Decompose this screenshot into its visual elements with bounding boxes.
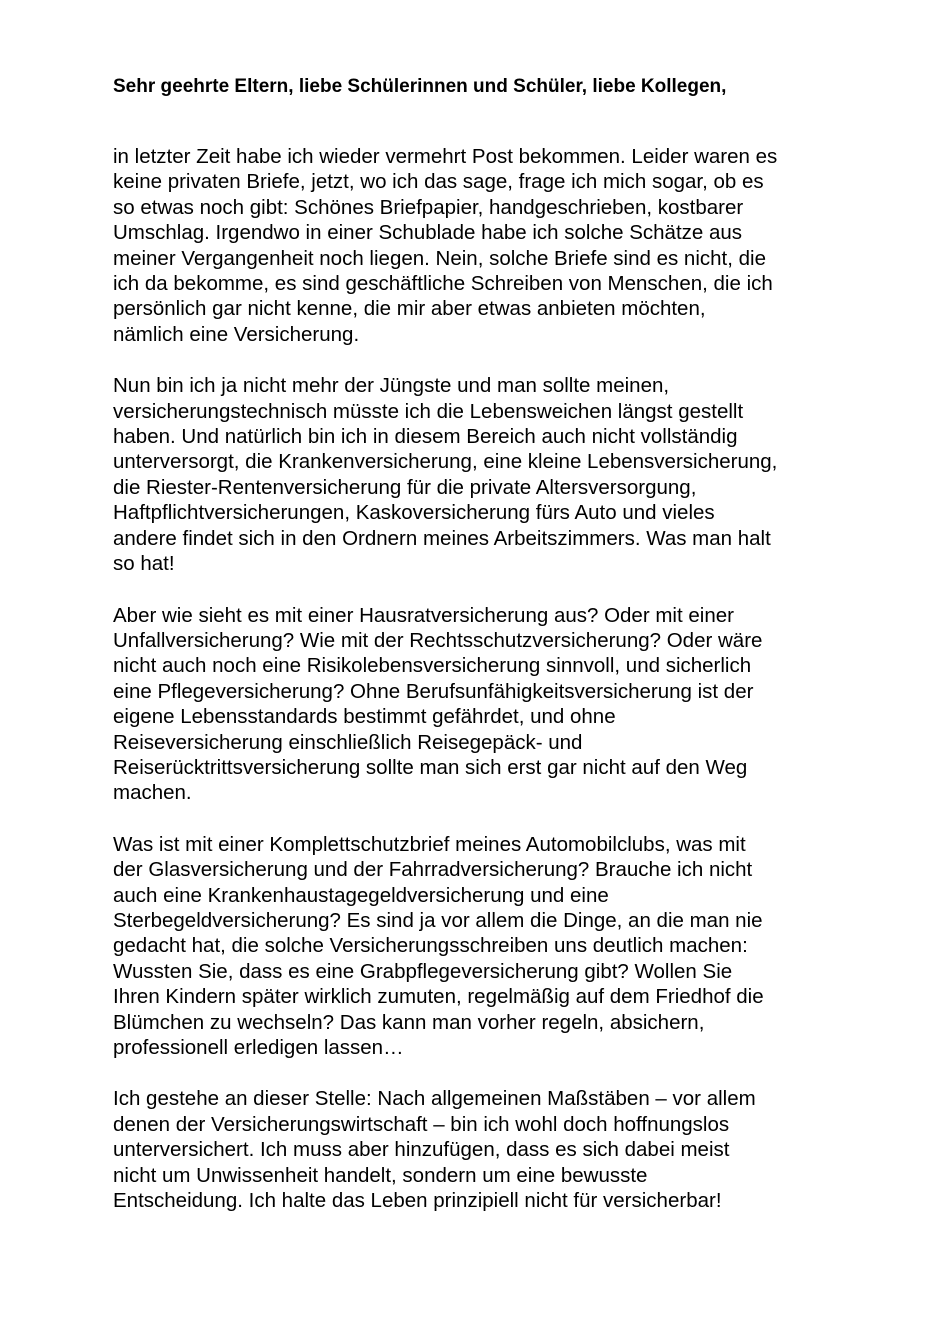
letter-body	[113, 144, 853, 1213]
body-paragraph	[113, 373, 853, 576]
paragraph-line: persönlich gar nicht kenne, die mir aber etwas anbieten möchten,	[113, 297, 706, 321]
paragraph-line: Nun bin ich ja nicht mehr der Jüngste und man sollte meinen,	[113, 374, 670, 398]
paragraph-line: die Riester-Rentenversicherung für die private Altersversorgung,	[113, 475, 697, 499]
paragraph-line: nämlich eine Versicherung.	[113, 322, 360, 346]
paragraph-line: Reiseversicherung einschließlich Reisegepäck- und	[113, 730, 583, 754]
paragraph-line: Umschlag. Irgendwo in einer Schublade habe ich solche Schätze aus	[113, 221, 743, 245]
paragraph-line: haben. Und natürlich bin ich in diesem Bereich auch nicht vollständig	[113, 425, 738, 449]
paragraph-line: Blümchen zu wechseln? Das kann man vorher regeln, absichern,	[113, 1010, 705, 1034]
paragraph-line: denen der Versicherungswirtschaft – bin ich wohl doch hoffnungslos	[113, 1112, 730, 1136]
paragraph-line: in letzter Zeit habe ich wieder vermehrt Post bekommen. Leider waren es	[113, 145, 778, 168]
paragraph-line: keine privaten Briefe, jetzt, wo ich das sage, frage ich mich sogar, ob es	[113, 170, 764, 194]
paragraph-line: unterversorgt, die Krankenversicherung, eine kleine Lebensversicherung,	[113, 450, 778, 474]
paragraph-line: meiner Vergangenheit noch liegen. Nein, solche Briefe sind es nicht, die	[113, 246, 766, 270]
body-paragraph	[113, 603, 853, 806]
body-paragraph	[113, 832, 853, 1061]
paragraph-line: Sterbegeldversicherung? Es sind ja vor allem die Dinge, an die man nie	[113, 908, 763, 932]
paragraph-line: Ich gestehe an dieser Stelle: Nach allgemeinen Maßstäben – vor allem	[113, 1087, 756, 1111]
letter-page	[113, 74, 853, 1239]
paragraph-line: versicherungstechnisch müsste ich die Lebensweichen längst gestellt	[113, 399, 744, 423]
paragraph-line: Entscheidung. Ich halte das Leben prinzipiell nicht für versicherbar!	[113, 1189, 722, 1213]
paragraph-line: Reiserücktrittsversicherung sollte man sich erst gar nicht auf den Weg	[113, 755, 748, 779]
paragraph-line: eine Pflegeversicherung? Ohne Berufsunfähigkeitsversicherung ist der	[113, 679, 754, 703]
paragraph-line: unterversichert. Ich muss aber hinzufügen, dass es sich dabei meist	[113, 1138, 730, 1162]
paragraph-line: ich da bekomme, es sind geschäftliche Schreiben von Menschen, die ich	[113, 272, 773, 296]
paragraph-line: Aber wie sieht es mit einer Hausratversicherung aus? Oder mit einer	[113, 603, 734, 627]
paragraph-line: Wussten Sie, dass es eine Grabpflegeversicherung gibt? Wollen Sie	[113, 959, 733, 983]
paragraph-line: nicht auch noch eine Risikolebensversicherung sinnvoll, und sicherlich	[113, 654, 752, 678]
paragraph-line: eigene Lebensstandards bestimmt gefährdet, und ohne	[113, 705, 616, 729]
paragraph-line: machen.	[113, 781, 192, 805]
body-paragraph	[113, 1086, 853, 1213]
paragraph-line: auch eine Krankenhaustagegeldversicherung und eine	[113, 883, 609, 907]
salutation-heading: Sehr geehrte Eltern, liebe Schülerinnen und Schüler, liebe Kollegen,	[113, 76, 727, 97]
paragraph-line: so etwas noch gibt: Schönes Briefpapier, handgeschrieben, kostbarer	[113, 195, 744, 219]
paragraph-line: Ihren Kindern später wirklich zumuten, regelmäßig auf dem Friedhof die	[113, 985, 764, 1009]
paragraph-line: gedacht hat, die solche Versicherungsschreiben uns deutlich machen:	[113, 934, 748, 958]
paragraph-line: andere findet sich in den Ordnern meines Arbeitszimmers. Was man halt	[113, 526, 771, 550]
paragraph-line: professionell erledigen lassen…	[113, 1036, 404, 1059]
paragraph-line: Was ist mit einer Komplettschutzbrief meines Automobilclubs, was mit	[113, 832, 746, 856]
paragraph-line: so hat!	[113, 552, 175, 576]
paragraph-line: nicht um Unwissenheit handelt, sondern um eine bewusste	[113, 1163, 648, 1187]
paragraph-line: der Glasversicherung und der Fahrradversicherung? Brauche ich nicht	[113, 858, 753, 882]
paragraph-line: Haftpflichtversicherungen, Kaskoversicherung fürs Auto und vieles	[113, 501, 715, 525]
paragraph-line: Unfallversicherung? Wie mit der Rechtsschutzversicherung? Oder wäre	[113, 628, 763, 652]
body-paragraph	[113, 144, 853, 347]
